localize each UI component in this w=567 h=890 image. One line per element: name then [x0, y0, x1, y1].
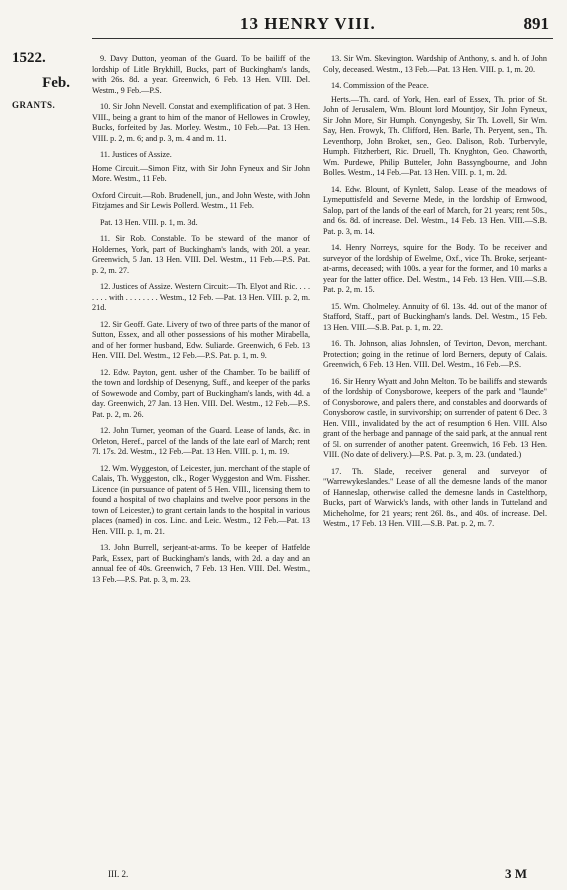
entry: 13. John Burrell, serjeant-at-arms. To be keeper of Hatfelde Park, Essex, part of Buckingham's lands, with 2d. a day and an annual fee of 40s. Greenwich, 7 Feb. 13 Hen. VIII. Del. Westm., 13 Feb.—P.S. Pat. p. 3, m. 23. — [92, 543, 310, 584]
entry: 12. Edw. Payton, gent. usher of the Chamber. To be bailiff of the town and lordship of Desenyng, Suff., and keeper of the parks of Sowewode and Comby, part of Buckingham's lands, with 4d. a day. Greenwich, 27 Jan. 13 Hen. VIII. Del. Westm., 12 Feb.—P.S. Pat. p. 2, m. 26. — [92, 367, 310, 419]
right-column — [323, 54, 547, 536]
entry: 12. Sir Geoff. Gate. Livery of two of three parts of the manor of Sutton, Essex, and all other possessions of his mother Mirabella, and of her former husband, Edw. Suliarde. Greenwich, 6 Feb. 13 Hen. VIII. Del. Westm., 12 Feb.—P.S. Pat. p. 1, m. 9. — [92, 319, 310, 360]
entry-heading: 14. Commission of the Peace. — [331, 81, 429, 90]
entry: 12. Wm. Wyggeston, of Leicester, jun. merchant of the staple of Calais, Th. Wyggeston, clk., Roger Wyggeston and Wm. Fissher. Licence (in pursuance of patent of 5 Hen. VIII., licensing them to found a hospital of two chaplains and twelve poor persons in the town of Leicester,) to grant certain lands to the hospital in various places (named) in cos. Linc. and Leic. Westm., 12 Feb.—Pat. 13 Hen. VIII. p. 1, m. 21. — [92, 463, 310, 536]
entry: 11. Sir Rob. Constable. To be steward of the manor of Holdernes, York, part of Buckingham's lands, with 20l. a year. Greenwich, 5 Jan. 13 Hen. VIII. Del. Westm., 11 Feb.—P.S. Pat. p. 2, m. 27. — [92, 234, 310, 275]
margin-notes — [12, 50, 82, 110]
entry: 12. John Turner, yeoman of the Guard. Lease of lands, &c. in Orleton, Heref., parcel of the lands of the late earl of March; rent 7l. 17s. 2d. Westm., 12 Feb.—Pat. 13 Hen. VIII. p. 1, m. 19. — [92, 426, 310, 456]
margin-month: Feb. — [42, 75, 70, 91]
page-number: 891 — [523, 14, 549, 33]
entry-heading: 11. Justices of Assize. — [100, 150, 172, 159]
entry: Home Circuit.—Simon Fitz, with Sir John Fyneux and Sir John More. Westm., 11 Feb. — [92, 163, 310, 183]
entry: 13. Sir Wm. Skevington. Wardship of Anthony, s. and h. of John Coly, deceased. Westm., 13 Feb.—Pat. 13 Hen. VIII. p. 1, m. 20. — [323, 54, 547, 74]
footer-sheet-mark: 3 M — [504, 866, 527, 881]
entry: 16. Th. Johnson, alias Johnslen, of Tevirton, Devon, merchant. Protection; going in the retinue of lord Berners, deputy of Calais. Greenwich, 6 Feb. 13 Hen. VIII. Del. Westm., 16 Feb.—P.S. — [323, 339, 547, 369]
entry: 14. Henry Norreys, squire for the Body. To be receiver and surveyor of the lordship of Ewelme, Oxf., vice Th. Broke, serjeant-at-arms, deceased; with 100s. a year for the former, and 10 marks a year for the latter office. Del. Westm., 14 Feb. 13 Hen. VIII.—S.B. Pat. p. 2, m. 15. — [323, 243, 547, 294]
entry: Pat. 13 Hen. VIII. p. 1, m. 3d. — [100, 217, 198, 227]
running-header-title: 13 HENRY VIII. — [240, 14, 376, 33]
header-rule — [92, 38, 553, 39]
entry: 14. Edw. Blount, of Kynlett, Salop. Lease of the meadows of Lymeputtisfeld and Severne Mede, in the lordship of Ernwood, Salop, part of the lands of the earl of March, for 21 years; rent 50s., and 6s. 8d. of increase. Del. Westm., 14 Feb. 13 Hen. VIII.—S.B. Pat. p. 3, m. 14. — [323, 184, 547, 236]
entry: 17. Th. Slade, receiver general and surveyor of "Warrewykeslandes." Lease of all the demesne lands of the manor of Hanneslap, otherwise called the demesne lands in Castelthorp, Bucks, part of Warwick's lands, with other lands in Tutteland and Micheholme, for 21 years; rent 26l. 8s., and 40s. of increase. Del. Westm., 17 Feb. 13 Hen. VIII.—S.B. Pat. p. 2, m. 7. — [323, 466, 547, 528]
entry: Oxford Circuit.—Rob. Brudenell, jun., and John Weste, with John Fitzjames and Sir Lewis Pollerd. Westm., 11 Feb. — [92, 190, 310, 210]
footer-signature: III. 2. — [108, 869, 129, 879]
entry: 10. Sir John Nevell. Constat and exemplification of pat. 3 Hen. VIII., being a grant to him of the manor of Hellowes in Crowley, Bucks, forfeited by Jas. Morley. Westm., 10 Feb.—Pat. 13 Hen. VIII. p. 2, m. 6; and p. 3, m. 4 and m. 11. — [92, 102, 310, 143]
entry: 9. Davy Dutton, yeoman of the Guard. To be bailiff of the lordship of Litle Brykhill, Bucks, part of Buckingham's lands, with 26s. 8d. a year. Greenwich, 6 Feb. 13 Hen. VIII. Del. Westm., 9 Feb.—P.S. — [92, 54, 310, 95]
entry: Herts.—Th. card. of York, Hen. earl of Essex, Th. prior of St. John of Jerusalem, Wm. Blount lord Mountjoy, Sir John Fyneux, Sir John More, Sir Humph. Conyngesby, Sir Th. Lovell, Sir Wm. Say, Hen. Frowyk, Th. Clifford, Hen. Barle, Th. Peryent, sen., Th. Leventhorp, John Broket, sen., Geo. Dalison, Rob. Turbervyle, Humph. Fitzherbert, Ric. Druell, Th. Knyghton, Geo. Chaworth, Wm. Purdewe, Philip Butteler, John Bassyngbourne, and John Bolles. Westm., 14 Feb.—Pat. 13 Hen. VIII. p. 1, m. 2d. — [323, 94, 547, 177]
entry: 16. Sir Henry Wyatt and John Melton. To be bailiffs and stewards of the lordship of Conysborowe, keepers of the park and "launde" of Conysborowe, and palers there, and constables and doorwards of Conysborow castle, in survivorship; on surrender of patent 6 Dec. 3 Hen. VIII., invalidated by the act of resumption 6 Hen. VIII. Also grant of the herbage and pannage of the said park, at the annual rent of 5l. on surrender of another patent. Greenwich, 16 Feb. 13 Hen. VIII. (No date of delivery.)—P.S. Pat. p. 3, m. 23. (undated.) — [323, 376, 547, 459]
entry: 15. Wm. Cholmeley. Annuity of 6l. 13s. 4d. out of the manor of Stafford, Staff., part of Buckingham's lands. Del. Westm., 15 Feb. 13 Hen. VIII.—S.B. Pat. p. 1, m. 22. — [323, 301, 547, 332]
margin-year: 1522. — [12, 50, 46, 66]
left-column — [92, 54, 310, 591]
margin-section: GRANTS. — [12, 100, 56, 110]
entry: 12. Justices of Assize. Western Circuit:—Th. Elyot and Ric. . . . . . . . with . . . . . . . . Westm., 12 Feb. —Pat. 13 Hen. VIII. p. 2, m. 21d. — [92, 282, 310, 312]
